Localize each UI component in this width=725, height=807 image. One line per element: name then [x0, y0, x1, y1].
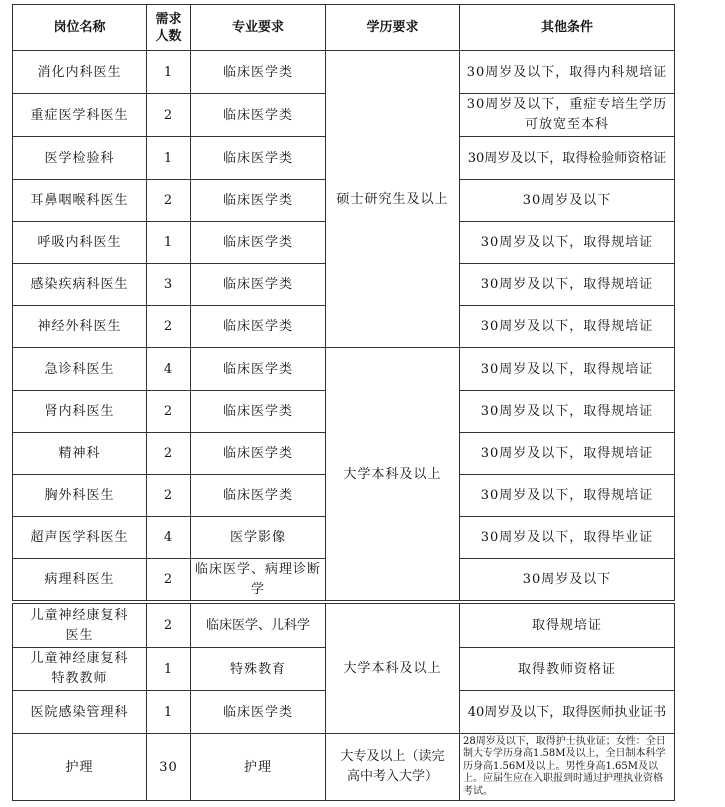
cell-other: 取得规培证	[460, 604, 675, 648]
cell-position: 呼吸内科医生	[13, 222, 147, 264]
cell-position: 儿童神经康复科医生	[13, 604, 147, 648]
cell-other: 30周岁及以下，取得规培证	[460, 348, 675, 391]
cell-position: 医院感染管理科	[13, 691, 147, 734]
cell-education-group1: 硕士研究生及以上	[326, 51, 460, 348]
cell-other: 30周岁及以下，取得毕业证	[460, 517, 675, 559]
cell-major: 特殊教育	[191, 648, 326, 691]
cell-position: 神经外科医生	[13, 306, 147, 348]
cell-count: 2	[147, 604, 191, 648]
cell-position: 超声医学科医生	[13, 517, 147, 559]
cell-position: 急诊科医生	[13, 348, 147, 391]
cell-other: 30周岁及以下，取得内科规培证	[460, 51, 675, 94]
table-header-row	[13, 5, 675, 51]
header-major: 专业要求	[191, 5, 326, 51]
cell-count: 2	[147, 180, 191, 222]
table-row	[13, 348, 675, 391]
cell-other: 30周岁及以下，取得检验师资格证	[460, 137, 675, 180]
cell-major: 临床医学、儿科学	[191, 604, 326, 648]
cell-major: 临床医学类	[191, 94, 326, 137]
cell-other: 40周岁及以下，取得医师执业证书	[460, 691, 675, 734]
cell-major: 临床医学类	[191, 180, 326, 222]
header-count: 需求人数	[147, 5, 191, 51]
cell-other: 30周岁及以下	[460, 559, 675, 601]
cell-major: 医学影像	[191, 517, 326, 559]
cell-position: 护理	[13, 734, 147, 801]
cell-other: 30周岁及以下，取得规培证	[460, 475, 675, 517]
cell-other: 28周岁及以下，取得护士执业证；女性：全日制大专学历身高1.58M及以上，全日制本科学历身高1.56M及以上。男性身高1.65M及以上。应届生应在入职报到时通过护理执业资格考试。	[460, 734, 675, 801]
cell-major: 临床医学类	[191, 391, 326, 433]
cell-major: 临床医学类	[191, 51, 326, 94]
cell-other: 30周岁及以下，取得规培证	[460, 306, 675, 348]
cell-count: 4	[147, 517, 191, 559]
cell-education-group3: 大学本科及以上	[326, 604, 460, 734]
cell-count: 1	[147, 137, 191, 180]
cell-position: 儿童神经康复科特教教师	[13, 648, 147, 691]
recruitment-table-lower	[12, 603, 675, 801]
cell-count: 2	[147, 433, 191, 475]
cell-count: 2	[147, 391, 191, 433]
table-row	[13, 604, 675, 648]
cell-other: 30周岁及以下，取得规培证	[460, 264, 675, 306]
header-education: 学历要求	[326, 5, 460, 51]
cell-count: 3	[147, 264, 191, 306]
cell-major: 临床医学类	[191, 348, 326, 391]
cell-count: 4	[147, 348, 191, 391]
header-position: 岗位名称	[13, 5, 147, 51]
cell-count: 1	[147, 222, 191, 264]
cell-count: 1	[147, 691, 191, 734]
cell-major: 临床医学类	[191, 475, 326, 517]
table-row	[13, 51, 675, 94]
cell-position: 肾内科医生	[13, 391, 147, 433]
cell-major: 临床医学类	[191, 306, 326, 348]
cell-other: 取得教师资格证	[460, 648, 675, 691]
cell-position: 精神科	[13, 433, 147, 475]
cell-position: 重症医学科医生	[13, 94, 147, 137]
cell-count: 30	[147, 734, 191, 801]
cell-education: 大专及以上（读完高中考入大学）	[326, 734, 460, 801]
cell-position: 耳鼻咽喉科医生	[13, 180, 147, 222]
cell-count: 2	[147, 94, 191, 137]
cell-position: 感染疾病科医生	[13, 264, 147, 306]
cell-other: 30周岁及以下	[460, 180, 675, 222]
cell-major: 临床医学类	[191, 691, 326, 734]
cell-position: 医学检验科	[13, 137, 147, 180]
cell-position: 胸外科医生	[13, 475, 147, 517]
recruitment-table-upper	[12, 4, 675, 601]
cell-major: 临床医学、病理诊断学	[191, 559, 326, 601]
cell-other: 30周岁及以下，取得规培证	[460, 433, 675, 475]
cell-position: 病理科医生	[13, 559, 147, 601]
cell-count: 1	[147, 648, 191, 691]
cell-education-group2: 大学本科及以上	[326, 348, 460, 601]
cell-count: 2	[147, 475, 191, 517]
cell-other: 30周岁及以下，取得规培证	[460, 222, 675, 264]
cell-major: 临床医学类	[191, 433, 326, 475]
header-other: 其他条件	[460, 5, 675, 51]
cell-count: 2	[147, 306, 191, 348]
cell-major: 护理	[191, 734, 326, 801]
cell-other: 30周岁及以下，取得规培证	[460, 391, 675, 433]
cell-other: 30周岁及以下，重症专培生学历可放宽至本科	[460, 94, 675, 137]
cell-count: 1	[147, 51, 191, 94]
cell-major: 临床医学类	[191, 264, 326, 306]
cell-major: 临床医学类	[191, 137, 326, 180]
table-row-nursing	[13, 734, 675, 801]
cell-major: 临床医学类	[191, 222, 326, 264]
cell-position: 消化内科医生	[13, 51, 147, 94]
cell-count: 2	[147, 559, 191, 601]
